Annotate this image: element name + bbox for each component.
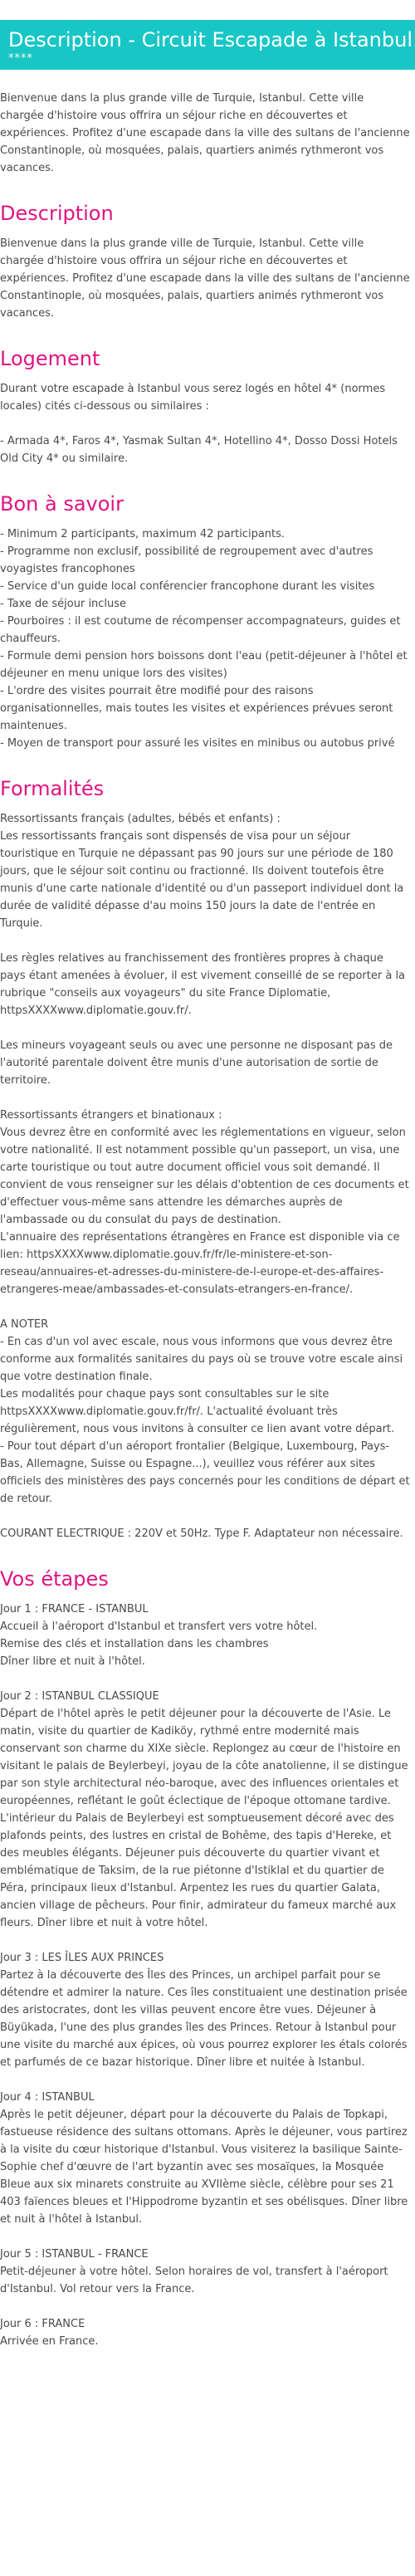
section-heading-description: Description bbox=[0, 202, 114, 225]
formalites-fr-title: Ressortissants français (adultes, bébés et enfants) : bbox=[0, 813, 281, 825]
note-escale: - En cas d'un vol avec escale, nous vous informons que vous devrez être conforme aux formalités sanitaires du pays où se trouve votre escale ainsi que votre destination finale. bbox=[0, 1336, 403, 1383]
day-title: Jour 1 : FRANCE - ISTANBUL bbox=[0, 1603, 149, 1615]
day-title: Jour 4 : ISTANBUL bbox=[0, 2091, 95, 2104]
section-heading-logement: Logement bbox=[0, 347, 100, 370]
formalites-fr-text: Les ressortissants français sont dispensés de visa pour un séjour touristique en Turquie ne dépassant pas 90 jours sur une période de 180 jours, que le séjour soit continu ou fractionné. Ils doivent toutefois être munis d'une carte nationale d'identité ou d'un passeport individuel dont la durée de validité dépasse d'au moins 150 jours la date de l'entrée en Turquie. bbox=[0, 830, 404, 930]
description-text: Bienvenue dans la plus grande ville de Turquie, Istanbul. Cette ville chargée d'histoire vous offrira un séjour riche en découvertes et expériences. Profitez d'une escapade dans la ville des sultans de l'ancienne Constantinople, où mosquées, palais, quartiers animés rythmeront vos vacances. bbox=[0, 237, 410, 320]
list-item: - Programme non exclusif, possibilité de regroupement avec d'autres voyagistes francophones bbox=[0, 545, 374, 575]
formalites-mineurs: Les mineurs voyageant seuls ou avec une personne ne disposant pas de l'autorité parentale doivent être munis d'une autorisation de sortie de territoire. bbox=[0, 1039, 393, 1087]
day-text: Petit-déjeuner à votre hôtel. Selon horaires de vol, transfert à l'aéroport d'Istanbul. Vol retour vers la France. bbox=[0, 2266, 388, 2295]
list-item: - Moyen de transport pour assuré les visites en minibus ou autobus privé bbox=[0, 737, 395, 750]
day-block bbox=[0, 1601, 410, 1670]
day-text: Remise des clés et installation dans les chambres bbox=[0, 1638, 269, 1650]
page-title: Description - Circuit Escapade à Istanbul bbox=[8, 28, 413, 51]
day-title: Jour 6 : FRANCE bbox=[0, 2318, 85, 2330]
courant-electrique: COURANT ELECTRIQUE : 220V et 50Hz. Type F. Adaptateur non nécessaire. bbox=[0, 1528, 403, 1540]
day-text: Partez à la découverte des Îles des Princes, un archipel parfait pour se détendre et admirer la nature. Ces îles constituaient une destination prisée des aristocrates, dont les villas peuvent encore être vues. Déjeuner à Büyükada, l'une des plus grandes îles des Princes. Retour à Istanbul pour une visite du marché aux épices, où vous pourrez explorer les étals colorés et parfumés de ce bazar historique. Dîner libre et nuitée à Istanbul. bbox=[0, 1969, 408, 2069]
day-text: Dîner libre et nuit à l'hôtel. bbox=[0, 1655, 145, 1668]
list-item: - Taxe de séjour incluse bbox=[0, 598, 127, 610]
logement-intro: Durant votre escapade à Istanbul vous serez logés en hôtel 4* (normes locales) cités ci-dessous ou similaires : bbox=[0, 383, 386, 413]
note-modalites: Les modalités pour chaque pays sont consultables sur le site httpsXXXXwww.diplomatie.gouv.fr/fr/. L'actualité évoluant très régulièrement, nous vous invitons à consulter ce lien avant votre départ. bbox=[0, 1388, 395, 1435]
logement-hotels: - Armada 4*, Faros 4*, Yasmak Sultan 4*, Hotellino 4*, Dosso Dossi Hotels Old City 4* ou similaire. bbox=[0, 435, 398, 465]
day-text: Arrivée en France. bbox=[0, 2335, 99, 2348]
hotel-rating-stars: **** bbox=[8, 52, 33, 65]
page-header-banner bbox=[0, 20, 415, 70]
day-block bbox=[0, 2315, 410, 2350]
main-content bbox=[0, 90, 415, 2383]
list-item: - Formule demi pension hors boissons dont l'eau (petit-déjeuner à l'hôtel et déjeuner en menu unique lors des visites) bbox=[0, 650, 408, 680]
intro-text: Bienvenue dans la plus grande ville de Turquie, Istanbul. Cette ville chargée d'histoire vous offrira un séjour riche en découvertes et expériences. Profitez d'une escapade dans la ville des sultans de l'ancienne Constantinople, où mosquées, palais, quartiers animés rythmeront vos vacances. bbox=[0, 92, 410, 174]
day-title: Jour 2 : ISTANBUL CLASSIQUE bbox=[0, 1690, 159, 1703]
formalites-annuaire: L'annuaire des représentations étrangères en France est disponible via ce lien: httpsXXXXwww.diplomatie.gouv.fr/fr/le-ministere-et-son-reseau/annuaires-et-adresses-du-ministere-de-l-europe-et-des-affaires-etrangeres-meae/ambassades-et-consulats-etrangers-en-france/. bbox=[0, 1231, 400, 1296]
day-title: Jour 3 : LES ÎLES AUX PRINCES bbox=[0, 1952, 164, 1964]
day-title: Jour 5 : ISTANBUL - FRANCE bbox=[0, 2248, 149, 2261]
day-block bbox=[0, 1949, 410, 2071]
day-block bbox=[0, 2089, 410, 2228]
list-item: - Pourboires : il est coutume de récompenser accompagnateurs, guides et chauffeurs. bbox=[0, 615, 401, 645]
section-heading-formalites: Formalités bbox=[0, 777, 105, 800]
day-block bbox=[0, 2246, 410, 2298]
day-text: Après le petit déjeuner, départ pour la découverte du Palais de Topkapi, fastueuse résidence des sultans ottomans. Après le déjeuner, vous partirez à la visite du cœur historique d'Istanbul. Vous visiterez la basilique Sainte-Sophie chef d'œuvre de l'art byzantin avec ses mosaïques, la Mosquée Bleue aux six minarets construite au XVIIème siècle, célèbre pour ses 21 403 faïences bleues et l'Hippodrome byzantin et ses obélisques. Dîner libre et nuit à l'hôtel à Istanbul. bbox=[0, 2109, 408, 2226]
list-item: - Service d'un guide local conférencier francophone durant les visites bbox=[0, 580, 375, 593]
day-block bbox=[0, 1688, 410, 1932]
section-heading-etapes: Vos étapes bbox=[0, 1567, 109, 1591]
list-item: - L'ordre des visites pourrait être modifié pour des raisons organisationnelles, mais toutes les visites et expériences prévues seront maintenues. bbox=[0, 685, 393, 732]
section-heading-bon-a-savoir: Bon à savoir bbox=[0, 492, 124, 516]
note-frontalier: - Pour tout départ d'un aéroport frontalier (Belgique, Luxembourg, Pays-Bas, Allemagne, Suisse ou Espagne...), veuillez vous référer aux sites officiels des ministères des pays concernés pour les conditions de départ et de retour. bbox=[0, 1440, 410, 1505]
formalites-etrangers-text: Vous devrez être en conformité avec les réglementations en vigueur, selon votre nationalité. Il est notamment possible qu'un passeport, un visa, une carte touristique ou tout autre document officiel vous soit demandé. Il convient de vous renseigner sur les délais d'obtention de ces documents et d'effectuer vous-même sans attendre les démarches auprès de l'ambassade ou du consulat du pays de destination. bbox=[0, 1127, 409, 1226]
formalites-regles: Les règles relatives au franchissement des frontières propres à chaque pays étant amenées à évoluer, il est vivement conseillé de se reporter à la rubrique "conseils aux voyageurs" du site France Diplomatie, httpsXXXXwww.diplomatie.gouv.fr/. bbox=[0, 952, 406, 1017]
bon-a-savoir-list bbox=[0, 525, 410, 752]
day-text: Départ de l'hôtel après le petit déjeuner pour la découverte de l'Asie. Le matin, visite du quartier de Kadiköy, rythmé entre modernité mais conservant son charme du XIXe siècle. Replongez au cœur de l'histoire en visitant le palais de Beylerbeyi, joyau de la côte anatolienne, il se distingue par son style architectural néo-baroque, avec des influences orientales et européennes, reflétant le goût éclectique de l'époque ottomane tardive. L'intérieur du Palais de Beylerbeyi est somptueusement décoré avec des plafonds peints, des lustres en cristal de Bohême, des tapis d'Hereke, et des meubles élégants. Déjeuner puis découverte du quartier vivant et emblématique de Taksim, de la rue piétonne d'Istiklal et du quartier de Péra, principaux lieux d'Istanbul. Arpentez les rues du quartier Galata, ancien village de pêcheurs. Pour finir, admirateur du fameux marché aux fleurs. Dîner libre et nuit à votre hôtel. bbox=[0, 1708, 408, 1929]
day-text: Accueil à l'aéroport d'Istanbul et transfert vers votre hôtel. bbox=[0, 1620, 318, 1633]
list-item: - Minimum 2 participants, maximum 42 participants. bbox=[0, 528, 286, 540]
formalites-etrangers-title: Ressortissants étrangers et binationaux : bbox=[0, 1109, 222, 1122]
note-title: A NOTER bbox=[0, 1318, 49, 1331]
